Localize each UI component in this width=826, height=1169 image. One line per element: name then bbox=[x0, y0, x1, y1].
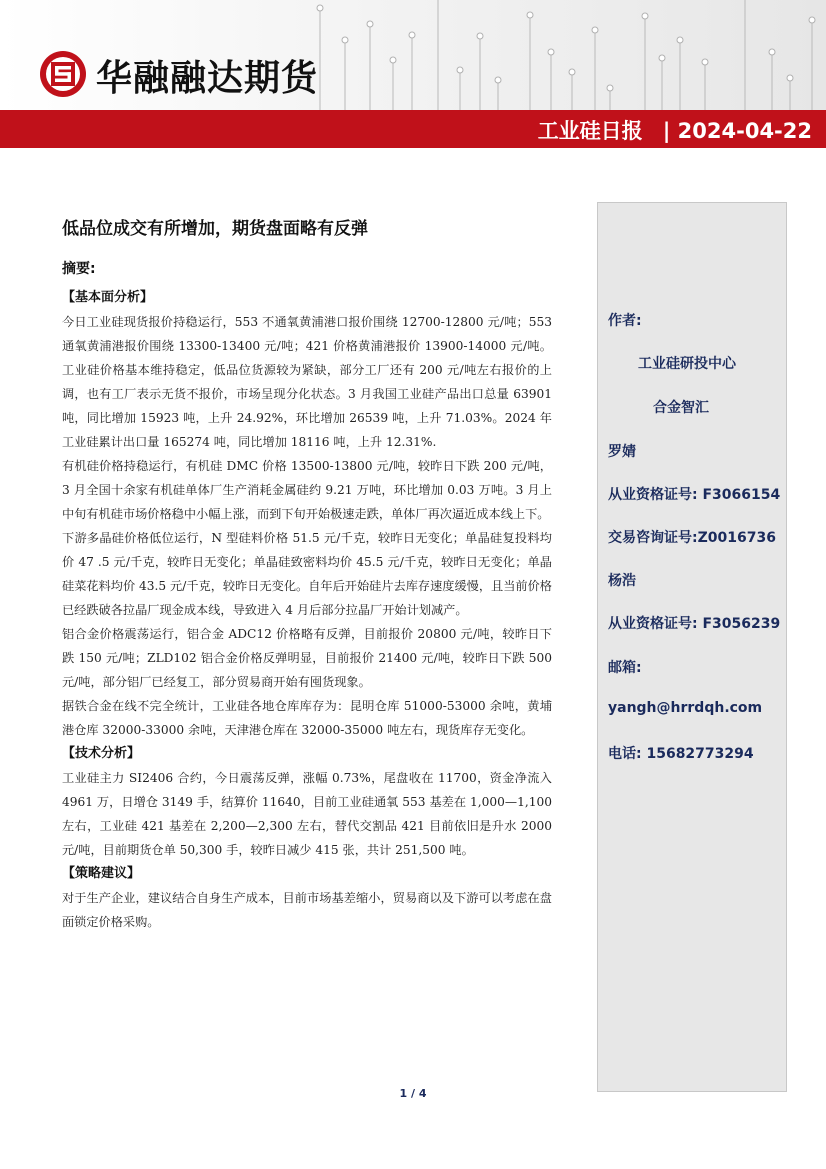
fundamental-paragraph-3: 下游多晶硅价格低位运行，N 型硅料价格 51.5 元/千克，较昨日无变化；单晶硅复投料均价 47 .5 元/千克，较昨日无变化；单晶硅致密料均价 45.5 元/千克，较昨日无变化；单晶硅菜花料均价 43.5 元/千克，较昨日无变化。自年后开始硅片去库存速度缓慢，且当前价格已经跌破各拉晶厂现金成本线，导致进入 4 月后部分拉晶厂开始计划减产。 bbox=[62, 531, 552, 617]
phone-number: 电话: 15682773294 bbox=[608, 746, 754, 762]
analyst-2-cert: 从业资格证号: F3056239 bbox=[608, 616, 781, 632]
report-title bbox=[530, 115, 812, 145]
email-link[interactable]: yangh@hrrdqh.com bbox=[608, 700, 763, 716]
author-department-2: 合金智汇 bbox=[653, 400, 709, 416]
analyst-1-cert: 从业资格证号: F3066154 bbox=[608, 487, 781, 503]
fundamental-paragraph-4: 铝合金价格震荡运行，铝合金 ADC12 价格略有反弹，目前报价 20800 元/吨，较昨日下跌 150 元/吨；ZLD102 铝合金价格反弹明显，目前报价 21400 元/吨，较昨日下跌 500 元/吨，部分铝厂已经复工，部分贸易商开始有囤货现象。 bbox=[62, 627, 552, 689]
author-sidebar bbox=[597, 202, 787, 1092]
technical-heading: 【技术分析】 bbox=[62, 746, 141, 761]
fundamental-paragraph-1: 今日工业硅现货报价持稳运行，553 不通氧黄浦港口报价围绕 12700-12800 元/吨；553 通氧黄浦港报价围绕 13300-13400 元/吨；421 价格黄浦港报价 13900-14000 元/吨。工业硅价格基本维持稳定，低品位货源较为紧缺，部分工厂还有 200 元/吨左右报价的上调，也有工厂表示无货不报价，市场呈现分化状态。3 月我国工业硅产品出口总量 63901 吨，同比增加 15923 吨，上升 24.92%，环比增加 26539 吨，上升 71.03%。2024 年工业硅累计出口量 165274 吨，同比增加 18116 吨，上升 12.31%. bbox=[62, 315, 552, 449]
header-background bbox=[0, 0, 826, 110]
author-label: 作者: bbox=[608, 313, 642, 329]
analyst-1-name: 罗婧 bbox=[608, 444, 636, 460]
email-label: 邮箱: bbox=[608, 660, 642, 676]
analyst-2-name: 杨浩 bbox=[608, 573, 636, 589]
report-date: | 2024-04-22 bbox=[662, 119, 812, 143]
company-logo-icon bbox=[38, 49, 88, 99]
company-name: 华融融达期货 bbox=[96, 58, 319, 99]
analyst-1-consult-cert: 交易咨询证号:Z0016736 bbox=[608, 530, 776, 546]
author-department: 工业硅研投中心 bbox=[638, 356, 736, 372]
strategy-heading: 【策略建议】 bbox=[62, 866, 141, 881]
fundamental-paragraph-2: 有机硅价格持稳运行，有机硅 DMC 价格 13500-13800 元/吨，较昨日下跌 200 元/吨，3 月全国十余家有机硅单体厂生产消耗金属硅约 9.21 万吨，环比增加 0.03 万吨。3 月上中旬有机硅市场价格稳中小幅上涨，而到下旬开始极速走跌，单体厂再次逼近成本线上下。 bbox=[62, 459, 552, 521]
technical-paragraph: 工业硅主力 SI2406 合约，今日震荡反弹，涨幅 0.73%，尾盘收在 11700，资金净流入 4961 万，日增仓 3149 手，结算价 11640，目前工业硅通氧 553 基差在 1,000—1,100 左右，工业硅 421 基差在 2,200—2,300 左右，替代交割品 421 目前依旧是升水 2000 元/吨，目前期货仓单 50,300 手，较昨日减少 415 张，共计 251,500 吨。 bbox=[62, 771, 552, 857]
fundamental-paragraph-5: 据铁合金在线不完全统计，工业硅各地仓库库存为：昆明仓库 51000-53000 余吨，黄埔港仓库 32000-33000 余吨，天津港仓库在 32000-35000 吨左右，现货库存无变化。 bbox=[62, 699, 552, 737]
page-number: 1 / 4 bbox=[399, 1087, 427, 1100]
report-name: 工业硅日报 bbox=[537, 119, 643, 143]
article-body bbox=[62, 286, 552, 1043]
strategy-paragraph: 对于生产企业，建议结合自身生产成本，目前市场基差缩小，贸易商以及下游可以考虑在盘面锁定价格采购。 bbox=[62, 891, 552, 929]
abstract-label: 摘要: bbox=[62, 261, 96, 277]
article-title: 低品位成交有所增加，期货盘面略有反弹 bbox=[62, 219, 368, 239]
fundamental-heading: 【基本面分析】 bbox=[62, 290, 154, 305]
